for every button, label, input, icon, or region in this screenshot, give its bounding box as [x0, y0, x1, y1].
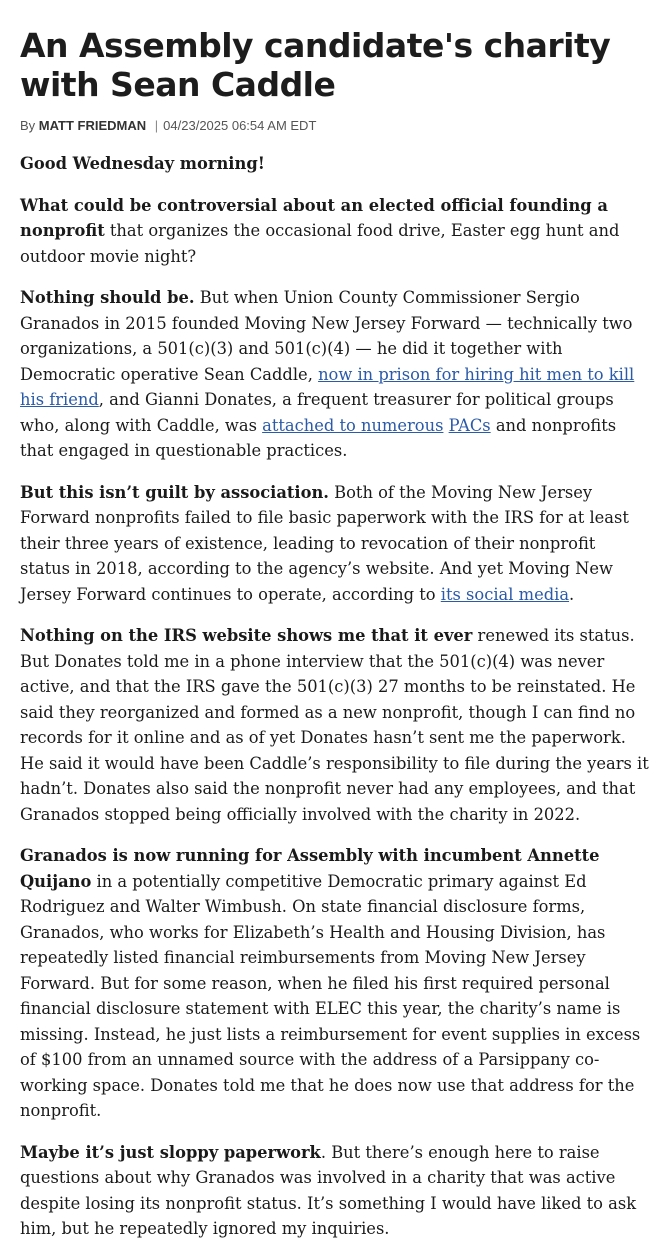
paragraph-5-lead: Granados is now running for Assembly with incumbent Annette Quijano	[20, 846, 600, 891]
link-social-media[interactable]: its social media	[440, 584, 570, 604]
paragraph-3-text-1: Both of the Moving New Jersey Forward nonprofits failed to file basic paperwork with the IRS for at least their three years of existence, leading to revocation of their nonprofit status in 2018, according to the agency’s website. And yet Moving New Jersey Forward continues to operate, according to	[20, 482, 629, 604]
link-pacs[interactable]: PACs	[448, 415, 491, 435]
paragraph-5-text: in a potentially competitive Democratic primary against Ed Rodriguez and Walter Wimbush. On state financial disclosure forms, Granados, who works for Elizabeth’s Health and Housing Division, has repeatedly listed financial reimbursements from Moving New Jersey Forward. But for some reason, when he filed his first required personal financial disclosure statement with ELEC this year, the charity’s name is missing. Instead, he just lists a reimbursement for event supplies in excess of $100 from an unnamed source with the address of a Parsippany co-working space. Donates told me that he does now use that address for the nonprofit.	[20, 871, 641, 1120]
paragraph-1-lead: What could be controversial about an elected official founding a nonprofit	[20, 195, 608, 240]
byline-separator: |	[154, 118, 159, 133]
paragraph-2-lead: Nothing should be.	[20, 288, 195, 307]
link-prison-article[interactable]: now in prison for hiring hit men to kill his friend	[20, 364, 635, 409]
paragraph-2-text-4: and nonprofits that engaged in questionable practices.	[20, 415, 617, 460]
paragraph-2-text-2: , and Gianni Donates, a frequent treasurer for political groups who, along with Caddle, was	[20, 390, 614, 435]
byline	[20, 118, 649, 133]
paragraph-4	[20, 623, 649, 827]
link-attached-to-numerous[interactable]: attached to numerous	[262, 415, 444, 435]
paragraph-4-text: renewed its status. But Donates told me in a phone interview that the 501(c)(4) was never active, and that the IRS gave the 501(c)(3) 27 months to be reinstated. He said they reorganized and formed as a new nonprofit, though I can find no records for it online and as of yet Donates hasn’t sent me the paperwork. He said it would have been Caddle’s responsibility to file during the years it hadn’t. Donates also said the nonprofit never had any employees, and that Granados stopped being officially involved with the charity in 2022.	[20, 626, 649, 824]
paragraph-4-lead: Nothing on the IRS website shows me that it ever	[20, 626, 473, 645]
paragraph-5	[20, 843, 649, 1124]
paragraph-1	[20, 193, 649, 270]
paragraph-3	[20, 480, 649, 608]
author-link[interactable]: MATT FRIEDMAN	[38, 118, 147, 133]
paragraph-3-text-2: .	[569, 584, 575, 604]
byline-prefix: By	[20, 118, 36, 133]
paragraph-2-text-1: But when Union County Commissioner Sergio Granados in 2015 founded Moving New Jersey Forward — technically two organizations, a 501(c)(3) and 501(c)(4) — he did it together with Democratic operative Sean Caddle,	[20, 288, 633, 384]
paragraph-6-lead: Maybe it’s just sloppy paperwork	[20, 1142, 321, 1162]
publish-timestamp: 04/23/2025 06:54 AM EDT	[163, 118, 317, 133]
greeting: Good Wednesday morning!	[20, 154, 265, 173]
paragraph-6-text: . But there’s enough here to raise questions about why Granados was involved in a charity that was active despite losing its nonprofit status. It’s something I would have liked to ask him, but he repeatedly ignored my inquiries.	[20, 1142, 637, 1238]
paragraph-3-lead: But this isn’t guilt by association.	[20, 482, 329, 502]
paragraph-6	[20, 1140, 649, 1242]
paragraph-1-text: that organizes the occasional food drive, Easter egg hunt and outdoor movie night?	[20, 221, 620, 266]
page-title: An Assembly candidate's charity with Sean Caddle	[20, 26, 611, 104]
paragraph-2	[20, 285, 649, 464]
greeting-paragraph	[20, 151, 649, 177]
